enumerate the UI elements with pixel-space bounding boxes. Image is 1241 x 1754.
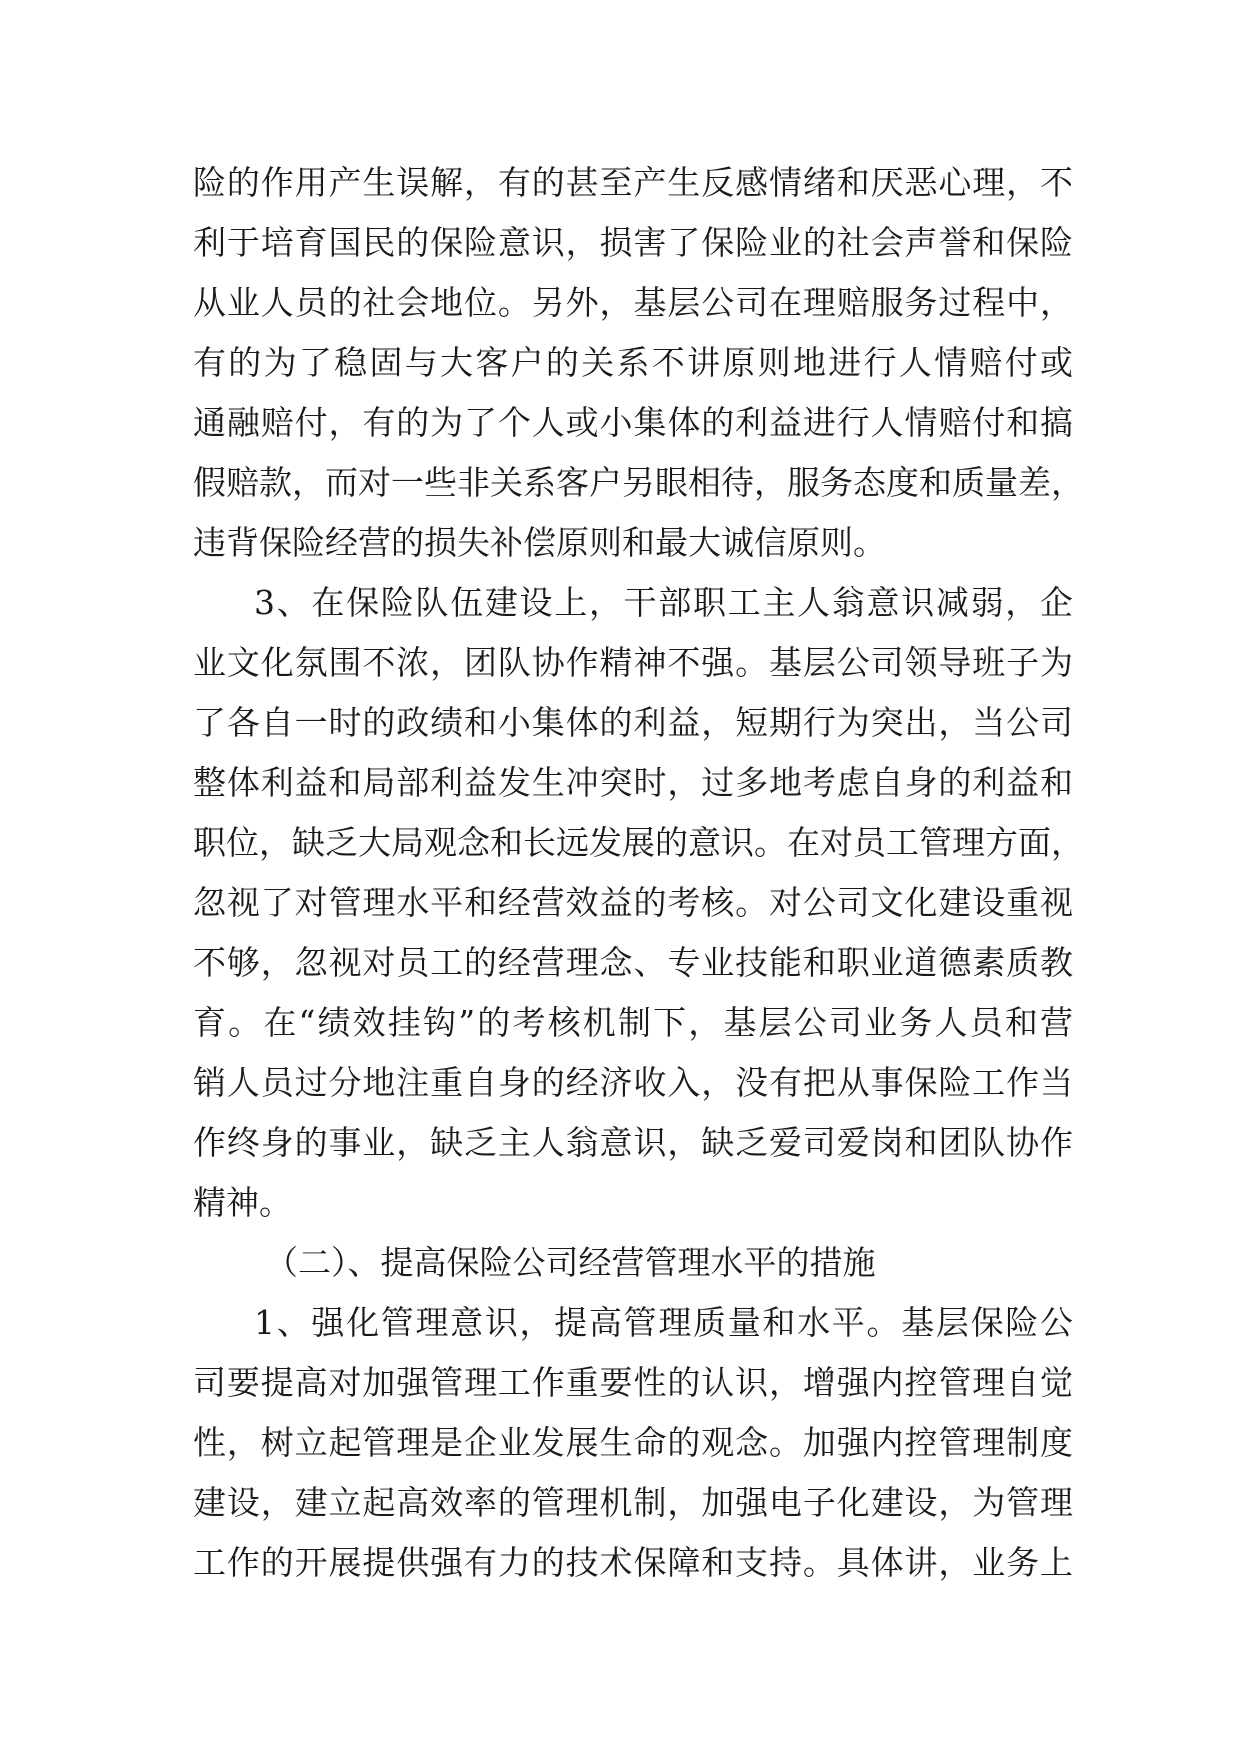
text-line: 有的为了稳固与大客户的关系不讲原则地进行人情赔付或 (193, 343, 1073, 382)
text-line: 作终身的事业，缺乏主人翁意识，缺乏爱司爱岗和团队协作 (193, 1123, 1073, 1162)
text-line: 险的作用产生误解，有的甚至产生反感情绪和厌恶心理，不 (193, 163, 1073, 202)
text-line: 利于培育国民的保险意识，损害了保险业的社会声誉和保险 (193, 223, 1073, 262)
text-line: 违背保险经营的损失补偿原则和最大诚信原则。 (193, 523, 886, 562)
text-line: 假赔款，而对一些非关系客户另眼相待，服务态度和质量差， (193, 463, 1084, 502)
text-line: 不够，忽视对员工的经营理念、专业技能和职业道德素质教 (193, 943, 1073, 982)
text-line: 司要提高对加强管理工作重要性的认识，增强内控管理自觉 (193, 1363, 1073, 1402)
text-line: 育。在“绩效挂钩”的考核机制下，基层公司业务人员和营 (193, 1003, 1073, 1042)
text-line: 忽视了对管理水平和经营效益的考核。对公司文化建设重视 (193, 883, 1073, 922)
paragraph-first-line: 3、在保险队伍建设上，干部职工主人翁意识减弱，企 (254, 583, 1073, 622)
text-line: 业文化氛围不浓，团队协作精神不强。基层公司领导班子为 (193, 643, 1073, 682)
text-line: 销人员过分地注重自身的经济收入，没有把从事保险工作当 (193, 1063, 1073, 1102)
text-line: 整体利益和局部利益发生冲突时，过多地考虑自身的利益和 (193, 763, 1073, 802)
paragraph-first-line: 1、强化管理意识，提高管理质量和水平。基层保险公 (254, 1303, 1073, 1342)
text-line: 了各自一时的政绩和小集体的利益，短期行为突出，当公司 (193, 703, 1073, 742)
text-line: 从业人员的社会地位。另外，基层公司在理赔服务过程中， (193, 283, 1073, 322)
text-line: 精神。 (193, 1183, 292, 1222)
text-line: 职位，缺乏大局观念和长远发展的意识。在对员工管理方面， (193, 823, 1084, 862)
text-line: 工作的开展提供强有力的技术保障和支持。具体讲，业务上 (193, 1543, 1073, 1582)
text-line: 性，树立起管理是企业发展生命的观念。加强内控管理制度 (193, 1423, 1073, 1462)
section-heading: （二）、提高保险公司经营管理水平的措施 (265, 1243, 876, 1282)
text-line: 通融赔付，有的为了个人或小集体的利益进行人情赔付和搞 (193, 403, 1073, 442)
text-line: 建设，建立起高效率的管理机制，加强电子化建设，为管理 (193, 1483, 1073, 1522)
